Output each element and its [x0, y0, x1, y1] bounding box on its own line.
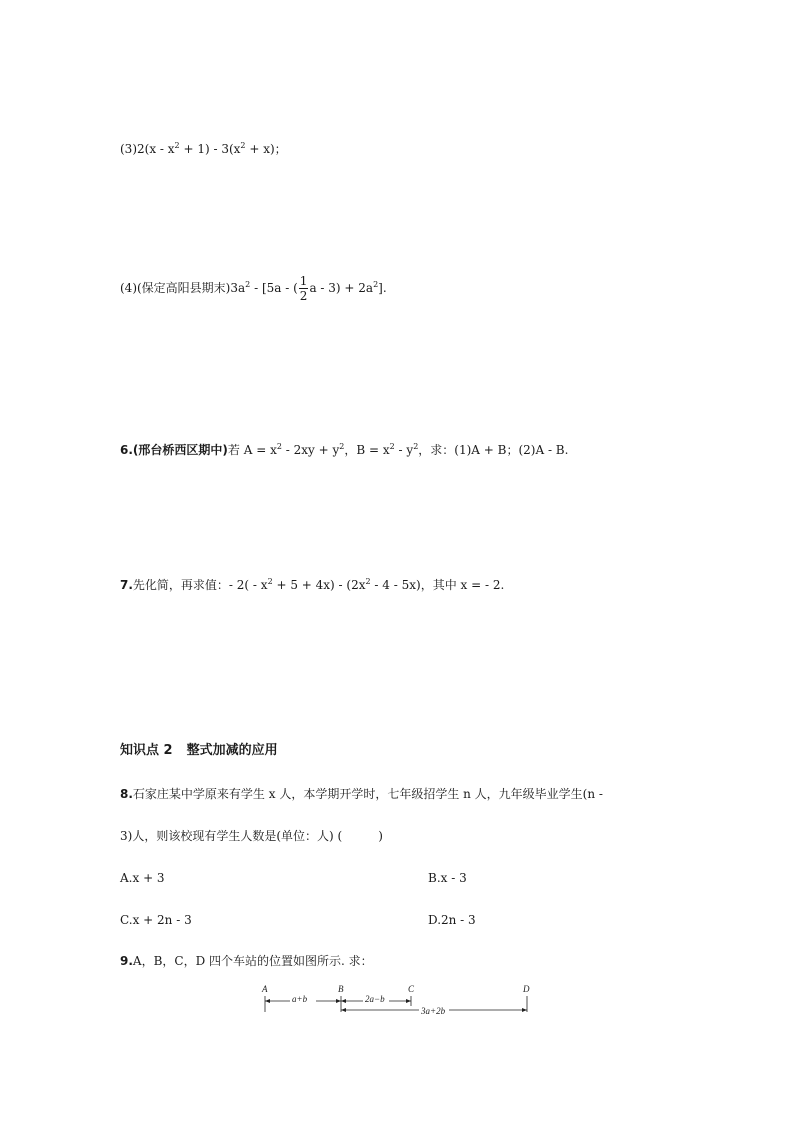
question-8-line-2: [120, 828, 383, 844]
problem-3-label: (3): [120, 142, 137, 156]
question-8-number: 8.: [120, 787, 133, 801]
question-6-text: 若 $A = x^2 - 2xy + y^2$，$B = x^2 - y^2$，求：(1)A + B；(2)A - B.: [227, 442, 569, 457]
station-diagram: [258, 982, 538, 1022]
question-7-text: 先化简，再求值：- $2( - x^2 + 5 + 4x) - (2x^2 - 4 - 5x)$，其中 x = - 2.: [132, 577, 505, 592]
option-d[interactable]: D.2n - 3: [428, 913, 476, 927]
question-8-text: 石家庄某中学原来有学生 x 人，本学期开学时，七年级招学生 n 人，九年级毕业学生(n -: [132, 787, 603, 801]
question-8-text-continued: 3)人，则该校现有学生人数是(单位：人) (: [120, 829, 343, 843]
question-6-number: 6.: [120, 443, 133, 457]
question-8-close-paren: ): [378, 829, 383, 843]
point-label-d: D: [523, 984, 530, 994]
point-label-b: B: [338, 984, 344, 994]
question-9: [120, 953, 373, 969]
question-7-number: 7.: [120, 578, 133, 592]
problem-4-expr: $3a^2 - [5a$ - ( $\frac{1}{2}$ $a - 3) + 2a^2$].: [230, 274, 387, 303]
question-8-line-1: [120, 786, 603, 802]
segment-label-bc: 2a−b: [365, 994, 385, 1004]
segment-label-bd: 3a+2b: [421, 1006, 446, 1016]
section-label: 知识点 2: [120, 743, 173, 758]
problem-3-expr: $2(x - x^2 + 1) - 3(x^2 + x)$；: [137, 141, 287, 156]
problem-4-source: (保定高阳县期末): [137, 281, 231, 295]
question-6-source: (邢台桥西区期中): [132, 443, 228, 457]
option-c[interactable]: C.x + 2n - 3: [120, 913, 192, 927]
point-label-a: A: [262, 984, 268, 994]
section-title: 整式加减的应用: [186, 743, 278, 758]
section-heading: [120, 743, 278, 759]
segment-label-ab: a+b: [292, 994, 308, 1004]
question-9-text: A，B，C，D 四个车站的位置如图所示. 求：: [132, 954, 373, 968]
option-b[interactable]: B.x - 3: [428, 871, 467, 885]
question-7: [120, 577, 504, 593]
problem-4-label: (4): [120, 281, 137, 295]
point-label-c: C: [408, 984, 415, 994]
question-9-number: 9.: [120, 954, 133, 968]
problem-3: [120, 141, 287, 157]
question-6: [120, 442, 568, 458]
problem-4: [120, 274, 387, 303]
fraction-one-half: $\frac{1}{2}$: [299, 274, 308, 303]
option-a[interactable]: A.x + 3: [120, 871, 165, 885]
